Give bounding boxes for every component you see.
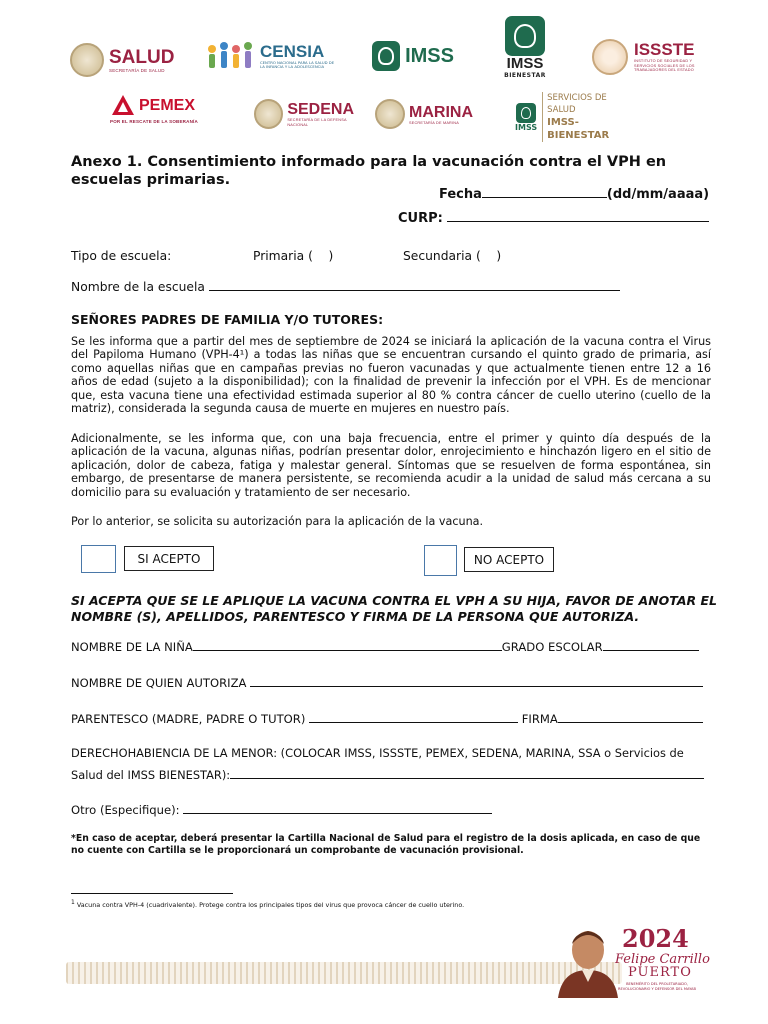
grado-field[interactable] bbox=[603, 639, 699, 651]
derecho-line-2: Salud del IMSS BIENESTAR): bbox=[71, 768, 231, 782]
nombre-escuela-label: Nombre de la escuela bbox=[71, 280, 205, 294]
fecha-label: Fecha bbox=[439, 187, 482, 202]
pemex-eagle-icon bbox=[110, 93, 136, 119]
sedena-logo-name: SEDENA bbox=[287, 101, 354, 118]
censia-logo-sub: CENTRO NACIONAL PARA LA SALUD DE LA INFANCIA Y LA ADOLESCENCIA bbox=[260, 59, 335, 69]
paragraph-3: Por lo anterior, se solicita su autorización para la aplicación de la vacuna. bbox=[71, 515, 484, 528]
accept-label-box: SI ACEPTO bbox=[124, 546, 214, 571]
imss-bienestar-name: IMSS bbox=[506, 55, 544, 72]
cartilla-note: *En caso de aceptar, deberá presentar la Cartilla Nacional de Salud para el registro de la dosis aplicada, en caso de que no cuente con Cartilla se le proporcionará un comprobante de vacunación provisional. bbox=[71, 833, 701, 856]
otro-label: Otro (Especifique): bbox=[71, 803, 180, 817]
decorative-border-band bbox=[66, 962, 622, 984]
censia-logo-name: CENSIA bbox=[260, 41, 325, 61]
autoriza-row bbox=[71, 675, 703, 690]
servicios-line1: SERVICIOS DE SALUD bbox=[547, 93, 607, 115]
autoriza-label: NOMBRE DE QUIEN AUTORIZA bbox=[71, 676, 247, 690]
nombre-nina-row bbox=[71, 639, 699, 654]
servicios-line2: IMSS-BIENESTAR bbox=[547, 117, 610, 141]
mexico-seal-icon bbox=[70, 43, 104, 77]
otro-field[interactable] bbox=[183, 802, 492, 814]
parentesco-row bbox=[71, 711, 703, 726]
nombre-nina-label: NOMBRE DE LA NIÑA bbox=[71, 640, 193, 654]
felipe-carrillo-portrait-icon bbox=[552, 922, 624, 998]
firma-label: FIRMA bbox=[521, 712, 558, 726]
pemex-logo bbox=[110, 93, 205, 135]
children-figures-icon bbox=[204, 40, 256, 72]
curp-row bbox=[398, 210, 709, 226]
salud-logo-name: SALUD bbox=[109, 46, 175, 68]
reject-checkbox[interactable] bbox=[424, 545, 457, 576]
censia-logo bbox=[204, 38, 344, 74]
imss-bienestar-sub: BIENESTAR bbox=[504, 72, 546, 79]
primaria-option[interactable]: Primaria ( ) bbox=[253, 249, 334, 263]
footnote bbox=[71, 898, 464, 910]
tipo-escuela-label: Tipo de escuela: bbox=[71, 249, 172, 263]
salud-logo bbox=[70, 40, 182, 80]
curp-label: CURP: bbox=[398, 211, 443, 226]
issste-emblem-icon bbox=[592, 39, 628, 75]
issste-logo-sub: INSTITUTO DE SEGURIDAD Y SERVICIOS SOCIALES DE LOS TRABAJADORES DEL ESTADO bbox=[634, 59, 695, 73]
servicios-imss-mark: IMSS bbox=[515, 122, 538, 132]
brand-tagline: BENEMÉRITO DEL PROLETARIADO, REVOLUCIONARIO Y DEFENSOR DEL MAYAB bbox=[618, 982, 696, 991]
imss-eagle-icon bbox=[505, 16, 545, 56]
accept-checkbox[interactable] bbox=[81, 545, 116, 573]
greeting: SEÑORES PADRES DE FAMILIA Y/O TUTORES: bbox=[71, 312, 384, 327]
imss-eagle-icon bbox=[516, 103, 536, 123]
nombre-escuela-row bbox=[71, 279, 620, 294]
issste-logo-name: ISSSTE bbox=[634, 40, 695, 60]
autoriza-field[interactable] bbox=[250, 675, 703, 687]
derecho-row-2 bbox=[71, 767, 704, 782]
brand-name-line1: Felipe Carrillo bbox=[615, 952, 710, 967]
otro-row bbox=[71, 802, 492, 817]
firma-field[interactable] bbox=[558, 711, 703, 723]
document-title: Anexo 1. Consentimiento informado para la vacunación contra el VPH en escuelas primarias. bbox=[71, 154, 667, 188]
brand-year: 2024 bbox=[622, 924, 689, 953]
paragraph-2: Adicionalmente, se les informa que, con una baja frecuencia, entre el primer y quinto día después de la aplicación de la vacuna, algunas niñas, podrían presentar dolor, enrojecimiento e hinchazón ligero en el sitio de aplicación, dolor de cabeza, fatiga y malestar general. Síntomas que se resuelven de forma espontánea, sin embargo, de presentarse de manera persistente, se recomienda acudir a la unidad de salud más cercana a su domicilio para su evaluación y tratamiento de ser necesario. bbox=[71, 432, 711, 499]
grado-label: GRADO ESCOLAR bbox=[501, 640, 603, 654]
marina-logo-sub: SECRETARÍA DE MARINA bbox=[409, 120, 459, 125]
imss-eagle-icon bbox=[372, 41, 400, 71]
servicios-salud-logo bbox=[515, 93, 633, 141]
imss-logo-name: IMSS bbox=[405, 44, 454, 67]
sedena-logo-sub: SECRETARÍA DE LA DEFENSA NACIONAL bbox=[287, 118, 347, 127]
derechohabiencia-field[interactable] bbox=[230, 767, 704, 779]
fecha-field[interactable] bbox=[482, 186, 607, 198]
curp-field[interactable] bbox=[447, 210, 709, 222]
paragraph-1: Se les informa que a partir del mes de septiembre de 2024 se iniciará la aplicación de la vacuna contra el Virus del Papiloma Humano (VPH-4¹) a todas las niñas que se encuentran cursando el quinto grado de primaria, así como aquellas niñas que en campañas previas no fueron vacunadas y que actualmente tienen entre 12 a 16 años de edad (sujeto a la disponibilidad); con la finalidad de prevenir la infección por el VPH. Es de mencionar que, esta vacuna tiene una efectividad estimada superior al 80 % contra cáncer de cuello uterino (cuello de la matriz), considerada la segunda causa de muerte en mujeres en nuestro país. bbox=[71, 335, 711, 416]
nombre-nina-field[interactable] bbox=[193, 639, 502, 651]
footnote-divider bbox=[71, 893, 233, 894]
sedena-logo bbox=[254, 96, 354, 132]
fecha-format: (dd/mm/aaaa) bbox=[606, 187, 710, 202]
mexico-seal-icon bbox=[375, 99, 405, 129]
salud-logo-sub: SECRETARÍA DE SALUD bbox=[109, 67, 165, 73]
footnote-text: Vacuna contra VPH-4 (cuadrivalente). Protege contra los principales tipos del virus que provoca cáncer de cuello uterino. bbox=[76, 901, 465, 910]
mexico-seal-icon bbox=[254, 99, 283, 129]
pemex-logo-sub: POR EL RESCATE DE LA SOBERANÍA bbox=[110, 119, 198, 124]
footnote-mark: 1 bbox=[71, 899, 75, 906]
parentesco-field[interactable] bbox=[309, 711, 518, 723]
secundaria-option[interactable]: Secundaria ( ) bbox=[403, 249, 502, 263]
fecha-row bbox=[439, 186, 709, 202]
marina-logo bbox=[375, 96, 479, 132]
parentesco-label: PARENTESCO (MADRE, PADRE O TUTOR) bbox=[71, 712, 306, 726]
derecho-line-1: DERECHOHABIENCIA DE LA MENOR: (COLOCAR IMSS, ISSSTE, PEMEX, SEDENA, MARINA, SSA o Servicios de bbox=[71, 746, 684, 760]
nombre-escuela-field[interactable] bbox=[209, 279, 620, 291]
instruction-text: SI ACEPTA QUE SE LE APLIQUE LA VACUNA CONTRA EL VPH A SU HIJA, FAVOR DE ANOTAR EL NOMBRE (S), APELLIDOS, PARENTESCO Y FIRMA DE LA PERSONA QUE AUTORIZA. bbox=[71, 593, 717, 624]
imss-logo bbox=[372, 40, 454, 72]
pemex-logo-name: PEMEX bbox=[139, 97, 196, 114]
imss-bienestar-logo bbox=[500, 16, 550, 86]
marina-logo-name: MARINA bbox=[409, 103, 473, 121]
brand-name-line2: PUERTO bbox=[628, 965, 692, 980]
issste-logo bbox=[592, 37, 712, 77]
reject-label-box: NO ACEPTO bbox=[464, 547, 554, 572]
